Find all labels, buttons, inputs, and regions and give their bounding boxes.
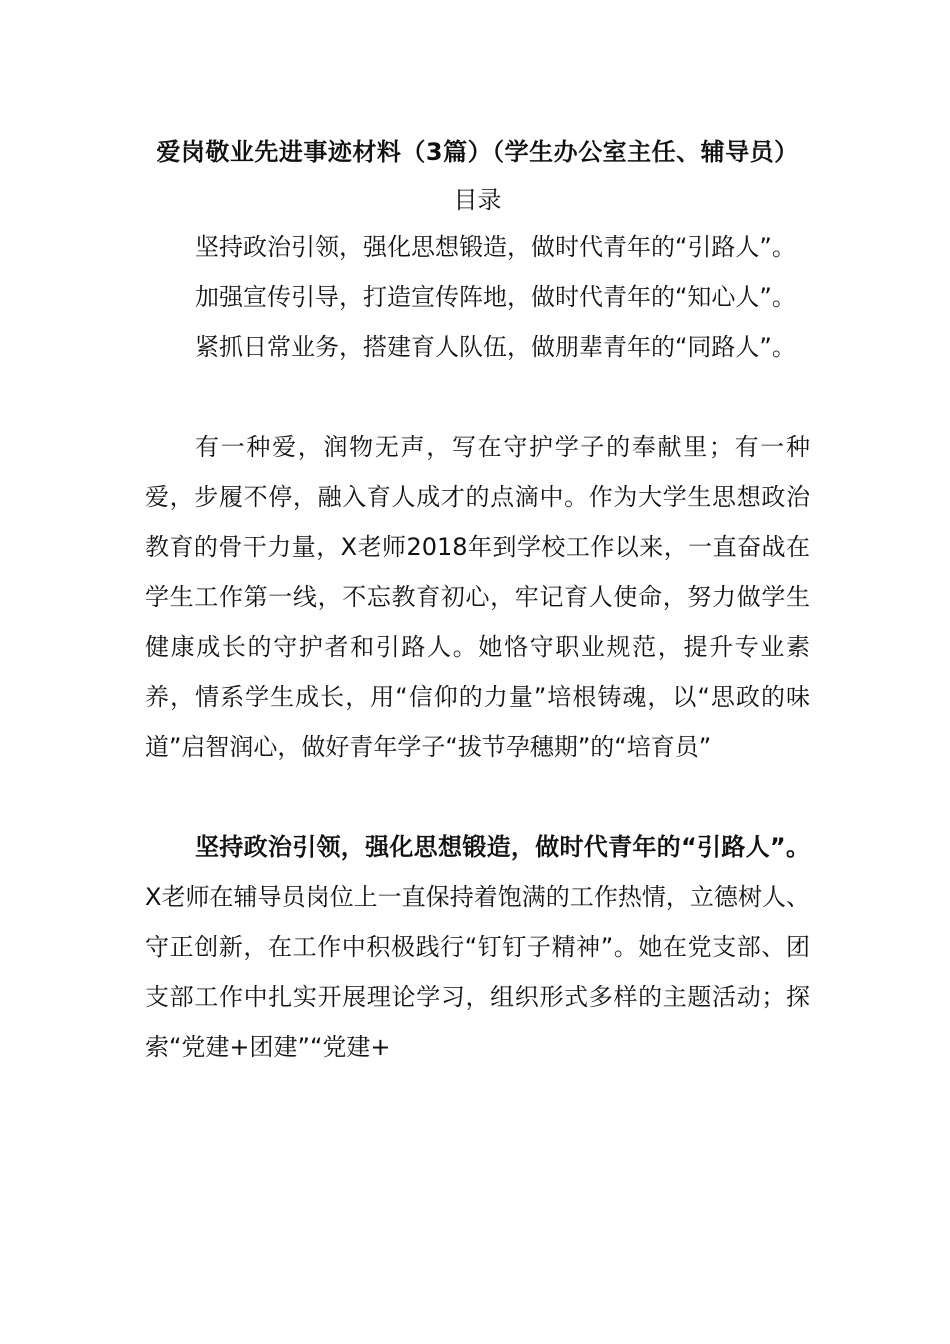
toc-item: 加强宣传引导，打造宣传阵地，做时代青年的“知心人”。 [195,283,796,311]
document-title: 爱岗敬业先进事迹材料（3篇）（学生办公室主任、辅导员） [156,138,799,166]
document-page [145,130,810,1072]
section-1-paragraph [145,822,810,1072]
spacer [145,772,810,822]
intro-paragraph: 有一种爱，润物无声，写在守护学子的奉献里；有一种爱，步履不停，融入育人成才的点滴中。作为大学生思想政治教育的骨干力量，X老师2018年到学校工作以来，一直奋战在学生工作第一线，不忘教育初心，牢记育人使命，努力做学生健康成长的守护者和引路人。她恪守职业规范，提升专业素养，情系学生成长，用“信仰的力量”培根铸魂，以“思政的味道”启智润心，做好青年学子“拔节孕穗期”的“培育员” [145,433,810,761]
toc-item: 紧抓日常业务，搭建育人队伍，做朋辈青年的“同路人”。 [195,333,796,361]
toc-list [145,222,810,372]
toc-item: 坚持政治引领，强化思想锻造，做时代青年的“引路人”。 [195,233,796,261]
section-1-body: X老师在辅导员岗位上一直保持着饱满的工作热情，立德树人、守正创新，在工作中积极践行“钉钉子精神”。她在党支部、团支部工作中扎实开展理论学习，组织形式多样的主题活动；探索“党建+团建”“党建+ [145,883,810,1061]
section-1-heading: 坚持政治引领，强化思想锻造，做时代青年的“引路人”。 [195,833,810,861]
spacer [145,372,810,422]
toc-heading: 目录 [453,186,502,214]
